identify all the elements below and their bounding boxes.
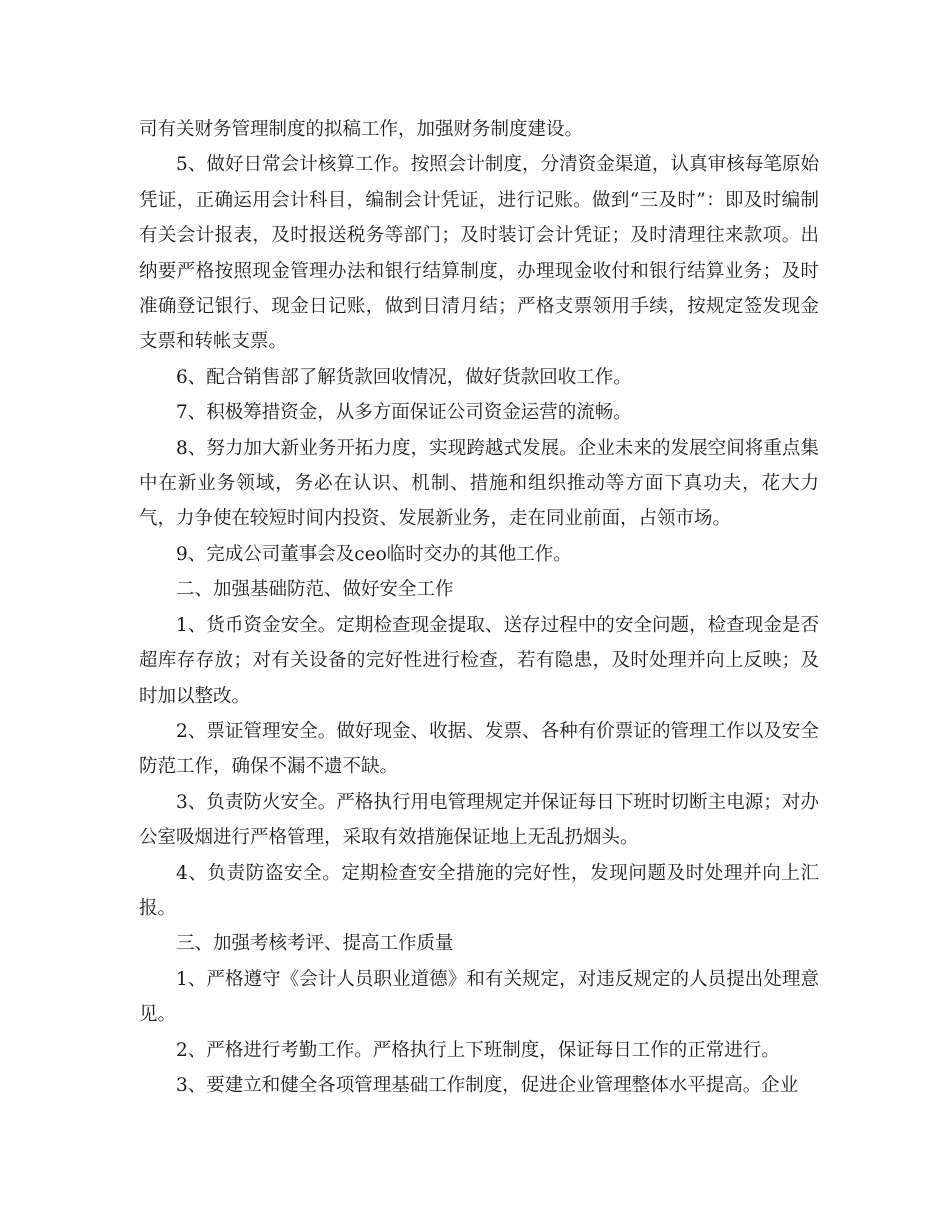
paragraph: 3、要建立和健全各项管理基础工作制度，促进企业管理整体水平提高。企业 (176, 1074, 799, 1096)
paragraph: 3、负责防火安全。严格执行用电管理规定并保证每日下班时切断主电源；对办公室吸烟进行严格管理，采取有效措施保证地上无乱扔烟头。 (139, 791, 819, 849)
paragraph: 9、完成公司董事会及ceo临时交办的其他工作。 (176, 543, 572, 565)
paragraph: 1、严格遵守《会计人员职业道德》和有关规定，对违反规定的人员提出处理意见。 (139, 968, 819, 1026)
paragraph: 2、票证管理安全。做好现金、收据、发票、各种有价票证的管理工作以及安全防范工作，确保不漏不遗不缺。 (139, 720, 819, 778)
paragraph: 2、严格进行考勤工作。严格执行上下班制度，保证每日工作的正常进行。 (176, 1039, 780, 1061)
paragraph: 1、货币资金安全。定期检查现金提取、送存过程中的安全问题，检查现金是否超库存存放；对有关设备的完好性进行检查，若有隐患，及时处理并向上反映；及时加以整改。 (139, 614, 819, 707)
paragraph: 司有关财务管理制度的拟稿工作，加强财务制度建设。 (139, 119, 584, 140)
section-heading: 三、加强考核考评、提高工作质量 (176, 933, 454, 955)
document-body (139, 112, 819, 1103)
paragraph: 5、做好日常会计核算工作。按照会计制度，分清资金渠道，认真审核每笔原始凭证，正确运用会计科目，编制会计凭证，进行记账。做到“三及时”：即及时编制有关会计报表，及时报送税务等部门；及时装订会计凭证；及时清理往来款项。出纳要严格按照现金管理办法和银行结算制度，办理现金收付和银行结算业务；及时准确登记银行、现金日记账，做到日清月结；严格支票领用手续，按规定签发现金支票和转帐支票。 (139, 154, 819, 353)
paragraph: 7、积极筹措资金，从多方面保证公司资金运营的流畅。 (176, 402, 632, 424)
paragraph: 4、负责防盗安全。定期检查安全措施的完好性，发现问题及时处理并向上汇报。 (139, 862, 819, 919)
section-heading: 二、加强基础防范、做好安全工作 (176, 579, 454, 601)
paragraph: 6、配合销售部了解货款回收情况，做好货款回收工作。 (176, 366, 632, 388)
paragraph: 8、努力加大新业务开拓力度，实现跨越式发展。企业未来的发展空间将重点集中在新业务领域，务必在认识、机制、措施和组织推动等方面下真功夫，花大力气，力争使在较短时间内投资、发展新业务，走在同业前面，占领市场。 (139, 437, 819, 530)
